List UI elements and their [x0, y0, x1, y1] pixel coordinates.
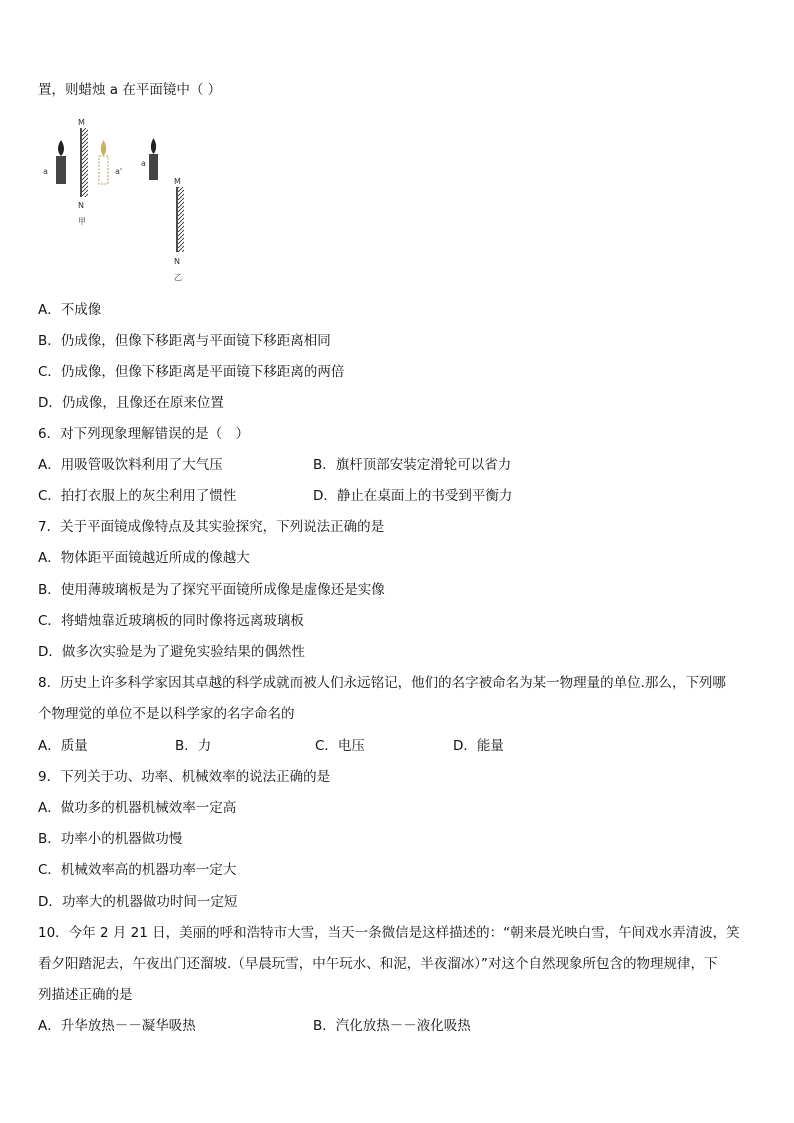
label-N-jia: N: [78, 201, 84, 210]
candle-a-yi: [149, 138, 158, 180]
q7-option-d: D．做多次实验是为了避免实验结果的偶然性: [38, 644, 305, 660]
q6-option-c: C．拍打衣服上的灰尘利用了惯性: [38, 488, 237, 504]
label-M-yi: M: [174, 177, 181, 186]
q5-stem-tail: 置，则蜡烛 a 在平面镜中（ ）: [38, 82, 222, 98]
q6-stem: 6．对下列现象理解错误的是（ ）: [38, 426, 250, 442]
q8-stem-line1: 8．历史上许多科学家因其卓越的科学成就而被人们永远铭记，他们的名字被命名为某一物理量的单位.那么，下列哪: [38, 675, 726, 691]
q9-option-b: B．功率小的机器做功慢: [38, 831, 183, 847]
q7-option-a: A．物体距平面镜越近所成的像越大: [38, 550, 250, 566]
q10-option-b: B．汽化放热－－液化吸热: [313, 1018, 471, 1034]
candle-a-jia: [56, 140, 66, 184]
candle-image-a-prime: [99, 140, 108, 184]
q9-stem: 9．下列关于功、功率、机械效率的说法正确的是: [38, 769, 331, 785]
q6-option-b: B．旗杆顶部安装定滑轮可以省力: [313, 457, 512, 473]
q5-option-b: B．仍成像，但像下移距离与平面镜下移距离相同: [38, 333, 331, 349]
q7-option-c: C．将蜡烛靠近玻璃板的同时像将远离玻璃板: [38, 613, 304, 629]
q8-option-c: C．电压: [315, 738, 365, 754]
caption-yi: 乙: [174, 273, 182, 282]
label-a-yi: a: [141, 159, 146, 168]
q8-option-b: B．力: [175, 738, 212, 754]
q6-option-d: D．静止在桌面上的书受到平衡力: [313, 488, 513, 504]
q9-option-c: C．机械效率高的机器功率一定大: [38, 862, 237, 878]
q10-stem-line3: 列描述正确的是: [38, 987, 133, 1003]
q10-option-a: A．升华放热－－凝华吸热: [38, 1018, 196, 1034]
q9-option-d: D．功率大的机器做功时间一定短: [38, 894, 238, 910]
label-a-jia: a: [43, 167, 48, 176]
q8-stem-line2: 个物理觉的单位不是以科学家的名字命名的: [38, 706, 295, 722]
q5-option-d: D．仍成像，且像还在原来位置: [38, 395, 224, 411]
q7-option-b: B．使用薄玻璃板是为了探究平面镜所成像是虚像还是实像: [38, 582, 385, 598]
label-M-jia: M: [78, 118, 85, 127]
q7-stem: 7．关于平面镜成像特点及其实验探究，下列说法正确的是: [38, 519, 385, 535]
mirror-candle-figure: [38, 112, 208, 287]
q5-option-c: C．仍成像，但像下移距离是平面镜下移距离的两倍: [38, 364, 345, 380]
q5-option-a: A．不成像: [38, 302, 102, 318]
figure-jia: [43, 118, 122, 226]
caption-jia: 甲: [78, 217, 86, 226]
q8-option-d: D．能量: [453, 738, 504, 754]
figure-yi: [141, 138, 184, 282]
label-a-prime: a': [115, 167, 123, 176]
q8-option-a: A．质量: [38, 738, 88, 754]
q10-stem-line2: 看夕阳踏泥去，午夜出门还溜坡.（早晨玩雪，中午玩水、和泥，半夜溜冰）”对这个自然现象所包含的物理规律，下: [38, 956, 718, 972]
q9-option-a: A．做功多的机器机械效率一定高: [38, 800, 237, 816]
q10-stem-line1: 10．今年 2 月 21 日，美丽的呼和浩特市大雪，当天一条微信是这样描述的：“朝来晨光映白雪，午间戏水弄清波，笑: [38, 925, 740, 941]
label-N-yi: N: [174, 257, 180, 266]
q6-option-a: A．用吸管吸饮料利用了大气压: [38, 457, 223, 473]
